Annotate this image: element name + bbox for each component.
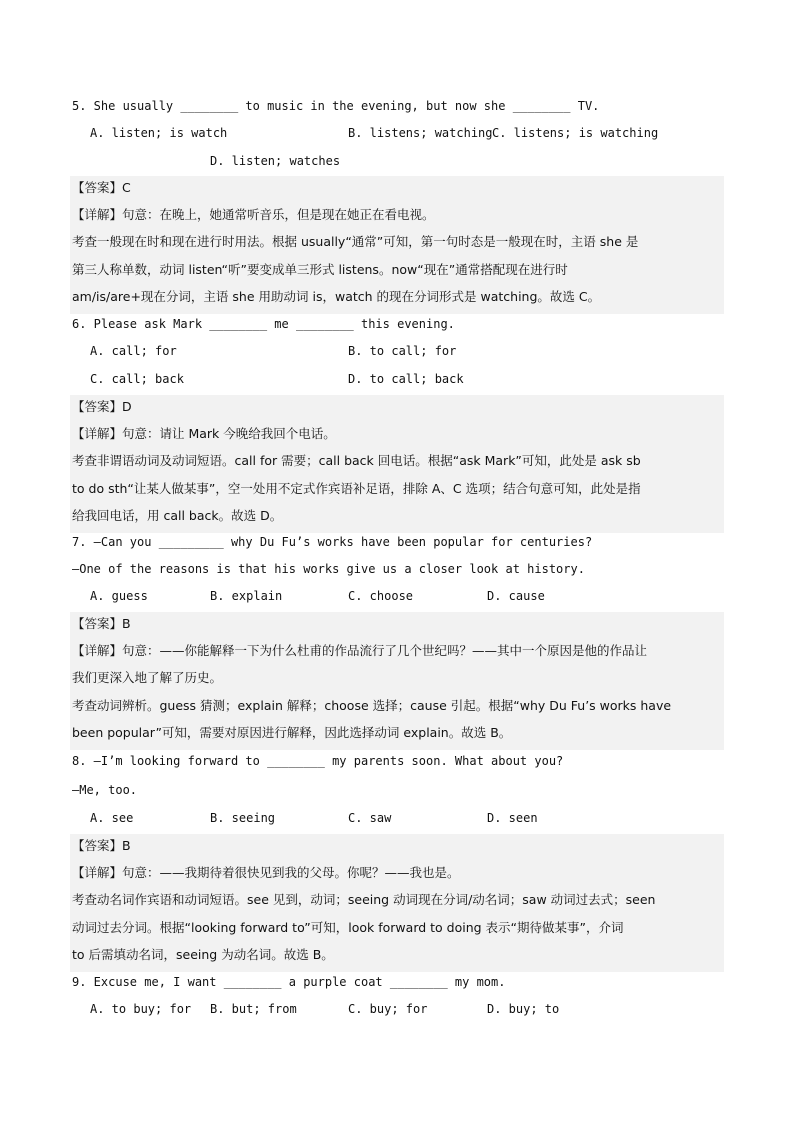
q7-detail-line-2: 我们更深入地了解了历史。 bbox=[72, 670, 223, 685]
q7-answer-block bbox=[70, 612, 724, 750]
question-7-reply: —One of the reasons is that his works give us a closer look at history. bbox=[72, 562, 585, 576]
q7-answer: 【答案】B bbox=[72, 616, 131, 631]
q5-detail-line-4: am/is/are+现在分词，主语 she 用助动词 is，watch 的现在分词形式是 watching。故选 C。 bbox=[72, 289, 601, 304]
q6-option-d: D. to call; back bbox=[348, 372, 464, 386]
q9-option-b: B. but; from bbox=[210, 1002, 297, 1016]
q5-answer: 【答案】C bbox=[72, 180, 131, 195]
question-8-reply: —Me, too. bbox=[72, 783, 138, 797]
q5-detail-line-3: 第三人称单数，动词 listen“听”要变成单三形式 listens。now“现在”通常搭配现在进行时 bbox=[72, 262, 568, 277]
q8-option-d: D. seen bbox=[487, 811, 538, 825]
question-7-stem: 7. —Can you _________ why Du Fu’s works have been popular for centuries? bbox=[72, 535, 593, 549]
question-5-stem: 5. She usually ________ to music in the evening, but now she ________ TV. bbox=[72, 99, 600, 113]
q7-detail-line-3: 考查动词辨析。guess 猜测；explain 解释；choose 选择；cause 引起。根据“why Du Fu’s works have bbox=[72, 698, 672, 713]
q5-option-d: D. listen; watches bbox=[210, 154, 341, 168]
q8-answer: 【答案】B bbox=[72, 838, 131, 853]
q5-detail-line-1: 【详解】句意：在晚上，她通常听音乐，但是现在她正在看电视。 bbox=[72, 207, 435, 222]
q6-detail-line-4: 给我回电话，用 call back。故选 D。 bbox=[72, 508, 283, 523]
q6-detail-line-3: to do sth“让某人做某事”，空一处用不定式作宾语补足语，排除 A、C 选项；结合句意可知，此处是指 bbox=[72, 481, 641, 496]
q9-option-d: D. buy; to bbox=[487, 1002, 560, 1016]
question-8-stem: 8. —I’m looking forward to ________ my parents soon. What about you? bbox=[72, 754, 564, 768]
q7-option-a: A. guess bbox=[90, 589, 148, 603]
q8-detail-line-3: 动词过去分词。根据“looking forward to”可知，look forward to doing 表示“期待做某事”，介词 bbox=[72, 920, 624, 935]
q8-detail-line-2: 考查动名词作宾语和动词短语。see 见到，动词；seeing 动词现在分词/动名词；saw 动词过去式；seen bbox=[72, 892, 656, 907]
q6-option-b: B. to call; for bbox=[348, 344, 457, 358]
question-6-stem: 6. Please ask Mark ________ me ________ this evening. bbox=[72, 317, 455, 331]
q5-option-a: A. listen; is watch bbox=[90, 126, 228, 140]
q8-option-c: C. saw bbox=[348, 811, 392, 825]
question-9-stem: 9. Excuse me, I want ________ a purple coat ________ my mom. bbox=[72, 975, 506, 989]
q8-answer-block bbox=[70, 834, 724, 972]
q6-option-c: C. call; back bbox=[90, 372, 184, 386]
q8-option-b: B. seeing bbox=[210, 811, 276, 825]
q5-answer-block bbox=[70, 176, 724, 314]
q9-option-c: C. buy; for bbox=[348, 1002, 428, 1016]
q7-option-d: D. cause bbox=[487, 589, 545, 603]
q6-detail-line-1: 【详解】句意：请让 Mark 今晚给我回个电话。 bbox=[72, 426, 336, 441]
q7-option-b: B. explain bbox=[210, 589, 283, 603]
q6-answer-block bbox=[70, 395, 724, 533]
q7-option-c: C. choose bbox=[348, 589, 414, 603]
q5-option-c: C. listens; is watching bbox=[492, 126, 659, 140]
q9-option-a: A. to buy; for bbox=[90, 1002, 192, 1016]
q8-detail-line-4: to 后需填动名词，seeing 为动名词。故选 B。 bbox=[72, 947, 334, 962]
q6-option-a: A. call; for bbox=[90, 344, 177, 358]
q5-option-b: B. listens; watching bbox=[348, 126, 493, 140]
q7-detail-line-1: 【详解】句意：——你能解释一下为什么杜甫的作品流行了几个世纪吗？——其中一个原因是他的作品让 bbox=[72, 643, 648, 658]
q6-answer: 【答案】D bbox=[72, 399, 132, 414]
q8-detail-line-1: 【详解】句意：——我期待着很快见到我的父母。你呢？——我也是。 bbox=[72, 865, 460, 880]
q7-detail-line-4: been popular”可知，需要对原因进行解释，因此选择动词 explain。故选 B。 bbox=[72, 725, 512, 740]
q8-option-a: A. see bbox=[90, 811, 134, 825]
q5-detail-line-2: 考查一般现在时和现在进行时用法。根据 usually“通常”可知，第一句时态是一般现在时，主语 she 是 bbox=[72, 234, 639, 249]
q6-detail-line-2: 考查非谓语动词及动词短语。call for 需要；call back 回电话。根据“ask Mark”可知，此处是 ask sb bbox=[72, 453, 641, 468]
